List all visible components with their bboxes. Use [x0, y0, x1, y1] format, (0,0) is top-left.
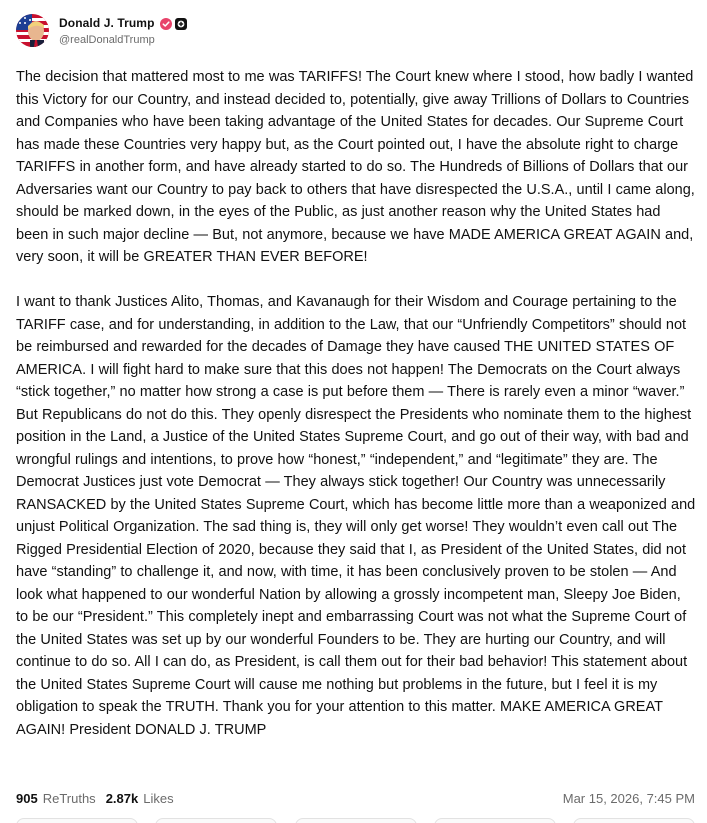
- author-display-name[interactable]: Donald J. Trump: [59, 16, 155, 30]
- retruths-label: ReTruths: [42, 790, 96, 806]
- share-button[interactable]: [434, 818, 556, 823]
- retruth-button[interactable]: [155, 818, 277, 823]
- post-timestamp[interactable]: Mar 15, 2026, 7:45 PM: [562, 790, 695, 806]
- post-paragraph: I want to thank Justices Alito, Thomas, and Kavanaugh for their Wisdom and Courage pertaining to the TARIFF case, and for understanding, in addition to the Law, that our “Unfriendly Competitors” should not be reimbursed and rewarded for the decades of Damage they have caused THE UNITED STATES OF AMERICA. I will fight hard to make sure that this does not happen! The Democrats on the Court always “stick together,” no matter how strong a case is put before them — There is rarely even a minor “waver.” But Republicans do not do this. They openly disrespect the Presidents who nominate them to the highest position in the Land, a Justice of the United States Supreme Court, and go out of their way, with bad and wrongful rulings and intentions, to prove how “honest,” “independent,” and “legitimate” they are. The Democrat Justices just vote Democrat — They always stick together! Our Country was unnecessarily RANSACKED by the United States Supreme Court, which has become little more than a weaponized and unjust Political Organization. The sad thing is, they will only get worse! They wouldn’t even call out The Rigged Presidential Election of 2020, because they said that I, as President of the United States, did not have “standing” to challenge it, and now, with time, it has been conclusively proven to be stolen — And look what happened to our wonderful Nation by allowing a grossly incompetent man, Sleepy Joe Biden, to be our “President.” This completely inept and embarrassing Court was not what the Supreme Court of the United States was set up by our wonderful Founders to be. They are hurting our Country, and will continue to do so. All I can do, as President, is call them out for their bad behavior! This statement about the United States Supreme Court will cause me nothing but problems in the future, but I feel it is my obligation to speak the TRUTH. Thank you for your attention to this matter. MAKE AMERICA GREAT AGAIN! President DONALD J. TRUMP: [16, 294, 696, 738]
- post-header: [16, 12, 187, 48]
- post-footer: [16, 788, 695, 808]
- avatar-flag-portrait-icon: [16, 14, 49, 47]
- author-info: [59, 15, 187, 46]
- author-handle[interactable]: @realDonaldTrump: [59, 33, 155, 46]
- post-body: [16, 66, 696, 741]
- like-button[interactable]: [295, 818, 417, 823]
- post-paragraph: The decision that mattered most to me was TARIFFS! The Court knew where I stood, how badly I wanted this Victory for our Country, and instead decided to, potentially, give away Trillions of Dollars to Countries and Companies who have been taking advantage of the United States for decades. Our Supreme Court has made these Countries very happy but, as the Court pointed out, I have the absolute right to charge TARIFFS in another form, and have already started to do so. The Hundreds of Billions of Dollars that our Adversaries want our Country to pay back to others that have disrespected the U.S.A., until I came along, should be marked down, in the eyes of the Public, as just another reason why the United States had been in such major decline — But, not anymore, because we have MADE AMERICA GREAT AGAIN and, very soon, it will be GREATER THAN EVER BEFORE!: [16, 69, 695, 265]
- reply-button[interactable]: [16, 818, 138, 823]
- avatar[interactable]: [16, 14, 49, 47]
- likes-label: Likes: [143, 790, 174, 806]
- likes-count: 2.87k: [105, 790, 139, 806]
- verified-badge-icon: [160, 17, 172, 29]
- retruths-count: 905: [16, 790, 38, 806]
- more-button[interactable]: [573, 818, 695, 823]
- likes-stat[interactable]: [106, 791, 174, 806]
- retruths-stat[interactable]: [16, 791, 96, 806]
- plus-subscriber-icon: [175, 17, 187, 29]
- author-name-row: [59, 15, 187, 32]
- action-bar: [16, 818, 695, 823]
